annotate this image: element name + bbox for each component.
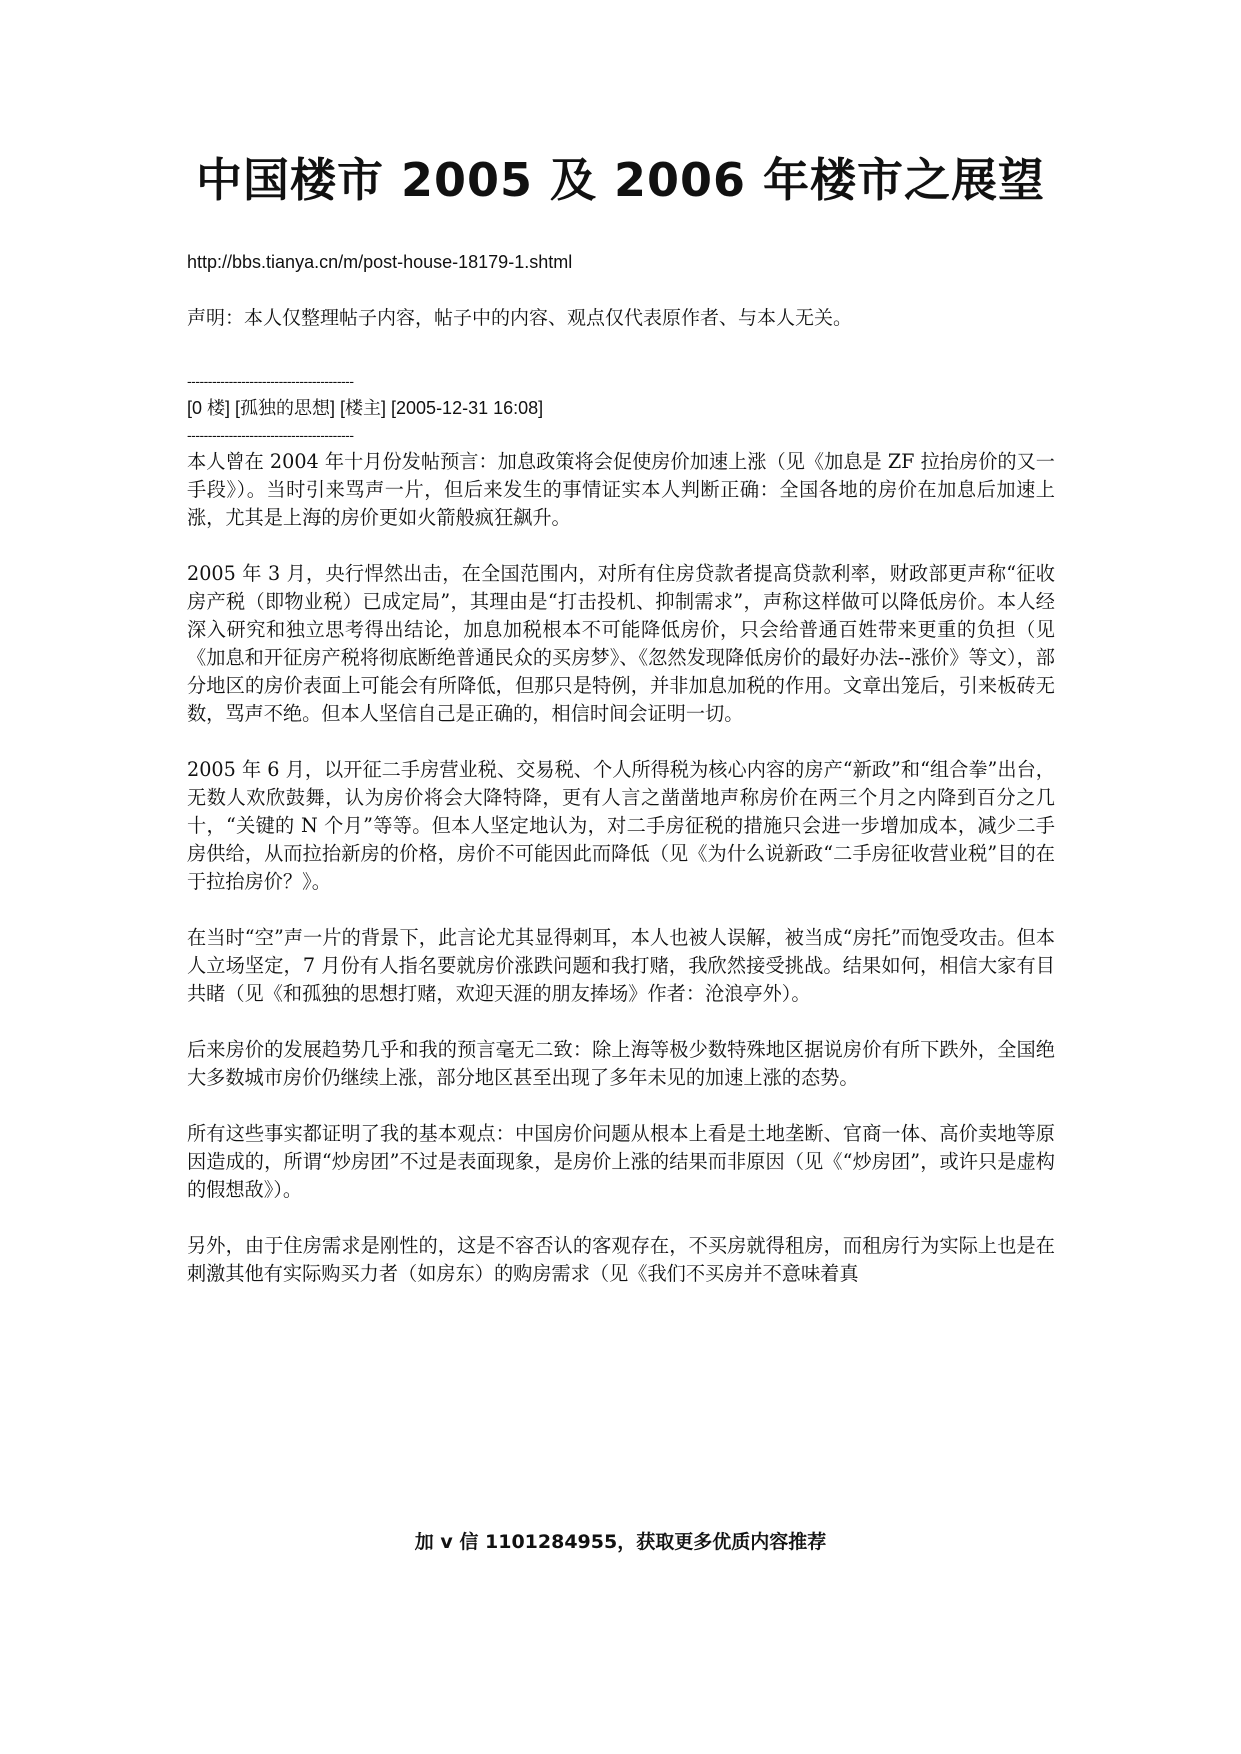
separator-line: ---------------------------------------- [187, 373, 354, 389]
paragraph: 另外，由于住房需求是刚性的，这是不容否认的客观存在，不买房就得租房，而租房行为实际上也是在刺激其他有实际购买力者（如房东）的购房需求（见《我们不买房并不意味着真 [187, 1234, 1055, 1285]
paragraph: 本人曾在 2004 年十月份发帖预言：加息政策将会促使房价加速上涨（见《加息是 ZF 拉抬房价的又一手段》）。当时引来骂声一片，但后来发生的事情证实本人判断正确：全国各地的房价在加息后加速上涨，尤其是上海的房价更如火箭般疯狂飙升。 [187, 450, 1055, 529]
source-url: http://bbs.tianya.cn/m/post-house-18179-1.shtml [187, 252, 573, 272]
footer-promo: 加 v 信 1101284955，获取更多优质内容推荐 [414, 1531, 827, 1553]
post-header: [0 楼] [孤独的思想] [楼主] [2005-12-31 16:08] [187, 398, 544, 418]
disclaimer-statement: 声明：本人仅整理帖子内容，帖子中的内容、观点仅代表原作者、与本人无关。 [187, 307, 853, 329]
paragraph: 所有这些事实都证明了我的基本观点：中国房价问题从根本上看是土地垄断、官商一体、高价卖地等原因造成的，所谓“炒房团”不过是表面现象，是房价上涨的结果而非原因（见《“炒房团”，或许只是虚构的假想敌》）。 [187, 1122, 1055, 1201]
paragraph: 2005 年 3 月，央行悍然出击，在全国范围内，对所有住房贷款者提高贷款利率，财政部更声称“征收房产税（即物业税）已成定局”，其理由是“打击投机、抑制需求”，声称这样做可以降低房价。本人经深入研究和独立思考得出结论，加息加税根本不可能降低房价，只会给普通百姓带来更重的负担（见《加息和开征房产税将彻底断绝普通民众的买房梦》、《忽然发现降低房价的最好办法--涨价》等文），部分地区的房价表面上可能会有所降低，但那只是特例，并非加息加税的作用。文章出笼后，引来板砖无数，骂声不绝。但本人坚信自己是正确的，相信时间会证明一切。 [187, 562, 1055, 725]
separator-line: ---------------------------------------- [187, 427, 354, 443]
paragraph: 后来房价的发展趋势几乎和我的预言毫无二致：除上海等极少数特殊地区据说房价有所下跌外，全国绝大多数城市房价仍继续上涨，部分地区甚至出现了多年未见的加速上涨的态势。 [187, 1038, 1055, 1089]
document-title: 中国楼市 2005 及 2006 年楼市之展望 [195, 153, 1046, 207]
paragraph: 在当时“空”声一片的背景下，此言论尤其显得刺耳，本人也被人误解，被当成“房托”而饱受攻击。但本人立场坚定，7 月份有人指名要就房价涨跌问题和我打赌，我欣然接受挑战。结果如何，相信大家有目共睹（见《和孤独的思想打赌，欢迎天涯的朋友捧场》作者：沧浪亭外）。 [187, 926, 1055, 1005]
document-body [187, 248, 1055, 1288]
paragraph: 2005 年 6 月，以开征二手房营业税、交易税、个人所得税为核心内容的房产“新政”和“组合拳”出台，无数人欢欣鼓舞，认为房价将会大降特降，更有人言之凿凿地声称房价在两三个月之内降到百分之几十，“关键的 N 个月”等等。但本人坚定地认为，对二手房征税的措施只会进一步增加成本，减少二手房供给，从而拉抬新房的价格，房价不可能因此而降低（见《为什么说新政“二手房征收营业税”目的在于拉抬房价？》。 [187, 758, 1055, 893]
